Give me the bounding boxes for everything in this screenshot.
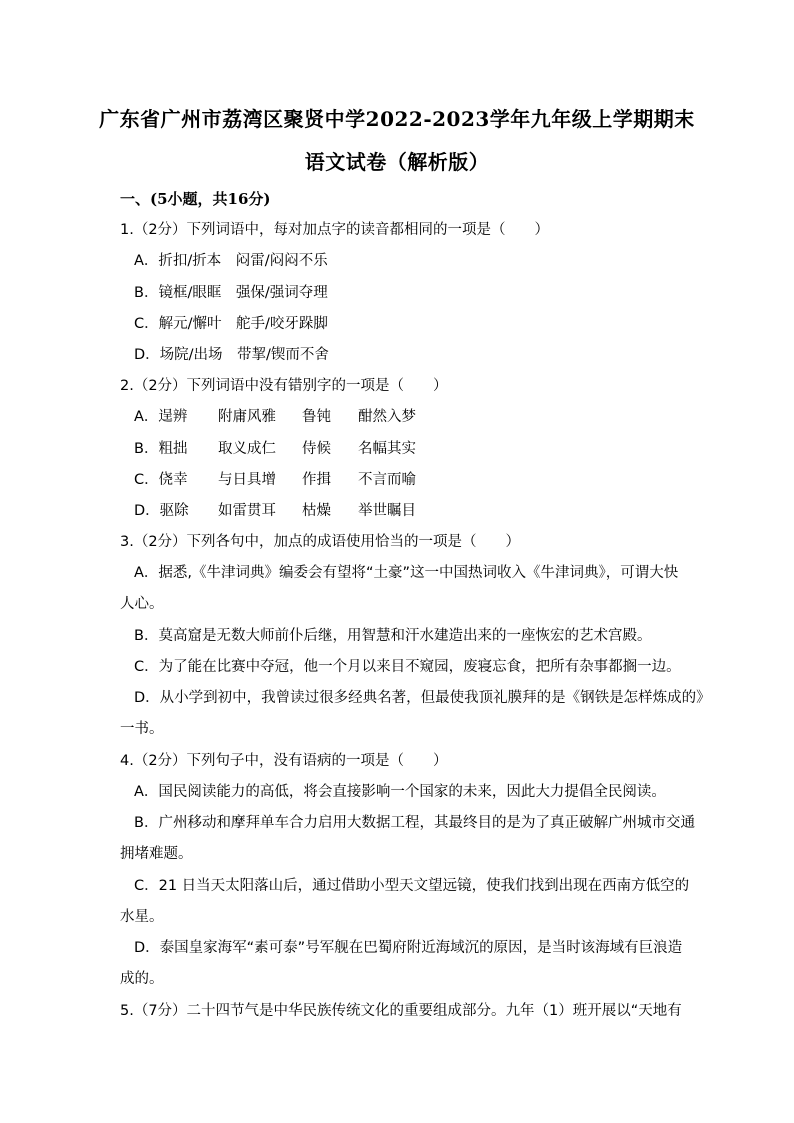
q2-option-a [134, 405, 448, 426]
q2-d-word-1: D．驱除 [134, 503, 189, 519]
q2-option-c [134, 468, 448, 489]
q2-option-d [134, 499, 448, 520]
q2-a-word-4: 酣然入梦 [358, 409, 416, 425]
q2-d-word-2: 如雷贯耳 [218, 503, 276, 519]
page-title: 广东省广州市荔湾区聚贤中学2022-2023学年九年级上学期期末 [99, 107, 695, 131]
q2-b-word-2: 取义成仁 [218, 441, 276, 457]
q4-option-b: B．广州移动和摩拜单车合力启用大数据工程，其最终目的是为了真正破解广州城市交通 [134, 815, 695, 831]
q2-a-word-3: 鲁钝 [302, 409, 331, 425]
q4-option-b-cont: 拥堵难题。 [120, 846, 193, 862]
question-1-stem: 1.（2分）下列词语中，每对加点字的读音都相同的一项是（ ） [120, 222, 550, 238]
q4-option-c-cont: 水星。 [120, 909, 164, 925]
q3-option-a-cont: 人心。 [120, 596, 164, 612]
q3-option-d-cont: 一书。 [120, 721, 164, 737]
q1-option-a: A．折扣/折本 闷雷/闷闷不乐 [134, 253, 328, 269]
q3-option-a: A．据悉,《牛津词典》编委会有望将“土豪”这一中国热词收入《牛津词典》，可谓大快 [134, 565, 679, 581]
section-heading: 一、(5小题，共16分) [120, 190, 271, 208]
page-subtitle: 语文试卷（解析版） [304, 150, 490, 174]
q4-option-c: C．21 日当天太阳落山后，通过借助小型天文望远镜，使我们找到出现在西南方低空的 [134, 878, 690, 894]
q1-option-d: D．场院/出场 带挈/锲而不舍 [134, 347, 329, 363]
q2-c-word-1: C．侥幸 [134, 472, 188, 488]
q3-option-d: D．从小学到初中，我曾读过很多经典名著，但最使我顶礼膜拜的是《钢铁是怎样炼成的》 [134, 690, 711, 706]
q2-b-word-3: 侍候 [302, 441, 331, 457]
question-4-stem: 4.（2分）下列句子中，没有语病的一项是（ ） [120, 753, 448, 769]
q2-c-word-2: 与日具增 [218, 472, 276, 488]
question-3-stem: 3.（2分）下列各句中，加点的成语使用恰当的一项是（ ） [120, 534, 521, 550]
question-2-stem: 2.（2分）下列词语中没有错别字的一项是（ ） [120, 378, 448, 394]
q4-option-a: A．国民阅读能力的高低，将会直接影响一个国家的未来，因此大力提倡全民阅读。 [134, 784, 666, 800]
q2-a-word-2: 附庸风雅 [218, 409, 276, 425]
q4-option-d-cont: 成的。 [120, 971, 164, 987]
q2-b-word-4: 名幅其实 [358, 441, 416, 457]
q2-b-word-1: B．粗拙 [134, 441, 188, 457]
q3-option-b: B．莫高窟是无数大师前仆后继，用智慧和汗水建造出来的一座恢宏的艺术宫殿。 [134, 628, 652, 644]
q2-d-word-4: 举世瞩目 [358, 503, 416, 519]
q2-c-word-3: 作揖 [302, 472, 331, 488]
q2-c-word-4: 不言而喻 [358, 472, 416, 488]
q2-a-word-1: A．逞辨 [134, 409, 188, 425]
q2-d-word-3: 枯燥 [302, 503, 331, 519]
question-5-stem: 5.（7分）二十四节气是中华民族传统文化的重要组成部分。九年（1）班开展以“天地有 [120, 1003, 682, 1019]
q1-option-b: B．镜框/眼眶 强保/强词夺理 [134, 285, 328, 301]
q3-option-c: C．为了能在比赛中夺冠，他一个月以来目不窥园，废寝忘食，把所有杂事都搁一边。 [134, 659, 681, 675]
q4-option-d: D．泰国皇家海军“素可泰”号军舰在巴蜀府附近海域沉的原因，是当时该海域有巨浪造 [134, 940, 683, 956]
q1-option-c: C．解元/懈叶 舵手/咬牙跺脚 [134, 316, 328, 332]
q2-option-b [134, 437, 448, 458]
